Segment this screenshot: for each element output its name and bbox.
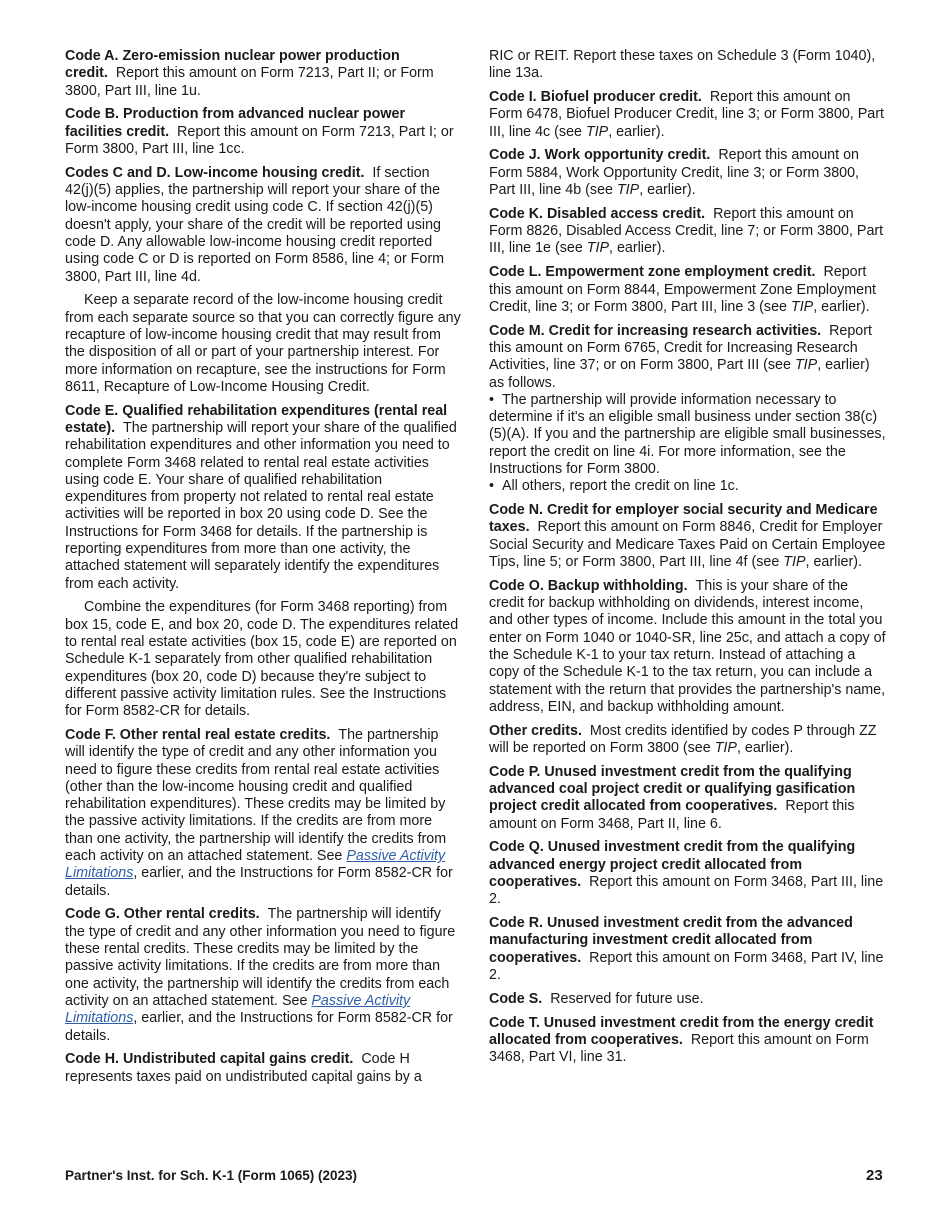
code-c-d-paragraph-2: Keep a separate record of the low-income housing credit from each separate source so that you can correctly figure any recapture of low-income housing credit that may result from the disposition of all or part of your partnership interest. For more information on recapture, see the instructions for Form 8611, Recapture of Low-Income Housing Credit. [65, 292, 461, 395]
code-l-section [489, 264, 886, 316]
code-k-heading: Code K. Disabled access credit. [489, 205, 706, 222]
passive-activity-limitations-link[interactable]: Passive Activity Limitations [65, 848, 446, 882]
code-t-section [489, 1015, 886, 1067]
code-b-section [65, 106, 461, 158]
code-t-heading: Code T. Unused investment credit from the energy credit allocated from cooperatives. [489, 1014, 874, 1048]
code-h-heading: Code H. Undistributed capital gains credit. [65, 1051, 354, 1068]
code-c-d-heading: Codes C and D. Low-income housing credit. [65, 164, 365, 181]
code-p-text: Report this amount on Form 3468, Part II, line 6. [489, 798, 855, 832]
code-e-heading: Code E. Qualified rehabilitation expenditures (rental real estate). [65, 402, 448, 436]
tip-reference: TIP [585, 123, 609, 140]
tip-reference: TIP [586, 240, 610, 257]
code-m-section [489, 323, 886, 496]
tip-reference: TIP [783, 554, 806, 571]
code-a-text: Report this amount on Form 7213, Part II; or Form 3800, Part III, line 1u. [65, 65, 434, 99]
code-i-text: Report this amount on Form 6478, Biofuel Producer Credit, line 3; or Form 3800, Part III, line 4c (see [489, 89, 884, 140]
code-j-text-after: , earlier). [639, 182, 696, 199]
code-h-text: Code H represents taxes paid on undistributed capital gains by a [65, 1051, 422, 1085]
footer-title: Partner's Inst. for Sch. K-1 (Form 1065) (2023) [65, 1168, 358, 1183]
code-m-heading: Code M. Credit for increasing research activities. [489, 322, 822, 339]
code-n-text-after: , earlier). [805, 554, 862, 571]
code-r-section [489, 915, 886, 984]
code-j-text: Report this amount on Form 5884, Work Opportunity Credit, line 3; or Form 3800, Part III, line 4b (see [489, 147, 860, 199]
code-m-text: Report this amount on Form 6765, Credit for Increasing Research Activities, line 37; or on Form 3800, Part III (see [489, 322, 872, 374]
other-credits-section [489, 723, 886, 758]
code-n-section [489, 502, 886, 571]
code-c-d-section [65, 165, 461, 286]
code-f-text-after: , earlier, and the Instructions for Form 8582-CR for details. [65, 865, 453, 899]
code-e-text: The partnership will report your share of the qualified rehabilitation expenditures and other information you need to complete Form 3468 related to rental real estate activities using code E. Your share of qualified rehabilitation expenditures from property not related to rental real estate activities will be reported in box 20 using code D. See the Instructions for Form 3468 for details. If the partnership is reporting expenditures from more than one activity, the attached statement will separately identify the expenditures from each activity. [65, 419, 457, 592]
other-credits-text: Most credits identified by codes P through ZZ will be reported on Form 3800 (see [489, 722, 877, 756]
code-f-heading: Code F. Other rental real estate credits. [65, 726, 331, 743]
code-c-d-text: If section 42(j)(5) applies, the partnership will report your share of the low-income housing credit using code C. If section 42(j)(5) doesn't apply, your share of the credit will be reported using code D. Any allowable low-income housing credit reported using code C or D is reported on Form 8586, line 4; or Form 3800, Part III, line 4d. [65, 164, 445, 285]
code-o-heading: Code O. Backup withholding. [489, 577, 688, 594]
code-b-text: Report this amount on Form 7213, Part I; or Form 3800, Part III, line 1cc. [65, 123, 454, 157]
code-o-text: This is your share of the credit for backup withholding on dividends, interest income, and other types of income. Include this amount in the total you enter on Form 1040 or 1040-SR, line 25c, and attach a copy of the Schedule K-1 to your tax return. Instead of attaching a copy of the Schedule K-1 to the tax return, you can include a statement with the return that provides the partnership's name, address, EIN, and backup withholding amount. [489, 577, 886, 715]
code-n-heading: Code N. Credit for employer social security and Medicare taxes. [489, 502, 878, 536]
code-p-section [489, 764, 886, 833]
code-j-section [489, 147, 886, 199]
code-s-heading: Code S. [489, 990, 543, 1007]
code-j-heading: Code J. Work opportunity credit. [489, 147, 711, 164]
code-k-text: Report this amount on Form 8826, Disabled Access Credit, line 7; or Form 3800, Part III, line 1e (see [489, 205, 884, 257]
code-s-section [489, 991, 886, 1008]
code-p-heading: Code P. Unused investment credit from the qualifying advanced coal project credit or qualifying gasification project credit allocated from cooperatives. [489, 763, 856, 815]
code-q-section [489, 839, 886, 908]
code-i-heading: Code I. Biofuel producer credit. [489, 89, 702, 106]
passive-activity-limitations-link[interactable]: Passive Activity Limitations [65, 992, 411, 1027]
code-s-text: Reserved for future use. [550, 990, 704, 1007]
code-m-bullet-1: • The partnership will provide information necessary to determine if it's an eligible small business under section 38(c)(5)(A). If you and the partnership are eligible small businesses, report the credit on line 4i. For more information, see the Instructions for Form 3800. [489, 392, 886, 478]
code-l-heading: Code L. Empowerment zone employment credit. [489, 264, 816, 281]
code-f-section [65, 727, 461, 900]
code-k-section [489, 206, 886, 258]
code-q-text: Report this amount on Form 3468, Part III, line 2. [489, 874, 884, 908]
code-g-text: The partnership will identify the type of credit and any other information you need to figure these rental credits. These credits may be limited by the passive activity limitations. If the credits are from more than one activity, the partnership will identify the credits from each activity on an attached statement. See [65, 906, 456, 1009]
code-g-heading: Code G. Other rental credits. [65, 906, 260, 923]
code-m-bullet-2: • All others, report the credit on line 1c. [489, 478, 886, 495]
code-b-heading: Code B. Production from advanced nuclear power facilities credit. [65, 106, 406, 140]
code-e-paragraph-2: Combine the expenditures (for Form 3468 reporting) from box 15, code E, and box 20, code D. The expenditures related to rental real estate activities (box 15, code E) are reported on Schedule K-1 separately from other qualified rehabilitation expenditures (box 20, code D) because they're subject to different passive activity limitation rules. See the Instructions for Form 8582-CR for details. [65, 599, 459, 720]
code-a-heading: Code A. Zero-emission nuclear power production credit. [65, 48, 400, 82]
other-credits-text-after: , earlier). [736, 739, 794, 756]
other-credits-heading: Other credits. [489, 722, 582, 739]
page-number: 23 [866, 1167, 883, 1184]
tip-reference: TIP [790, 298, 814, 315]
code-m-text-after: , earlier) as follows. [489, 357, 870, 391]
code-a-section [65, 48, 461, 100]
code-h-continued: RIC or REIT. Report these taxes on Schedule 3 (Form 1040), line 13a. [489, 48, 876, 82]
code-r-heading: Code R. Unused investment credit from the advanced manufacturing investment credit allocated from cooperatives. [489, 915, 853, 966]
tip-reference: TIP [714, 739, 737, 756]
code-q-heading: Code Q. Unused investment credit from the qualifying advanced energy project credit allocated from cooperatives. [489, 839, 856, 891]
code-l-text: Report this amount on Form 8844, Empowerment Zone Employment Credit, line 3; or Form 3800, Part III, line 3 (see [489, 264, 876, 315]
code-k-text-after: , earlier). [609, 240, 666, 257]
code-h-section [65, 1051, 461, 1086]
code-e-section [65, 403, 461, 593]
code-n-text: Report this amount on Form 8846, Credit for Employer Social Security and Medicare Taxes Paid on Certain Employee Tips, line 5; or Form 3800, Part III, line 4f (see [489, 519, 886, 571]
code-r-text: Report this amount on Form 3468, Part IV, line 2. [489, 949, 884, 984]
code-i-text-after: , earlier). [608, 123, 665, 140]
code-l-text-after: , earlier). [813, 298, 870, 315]
left-column [65, 48, 461, 1092]
code-g-text-after: , earlier, and the Instructions for Form 8582-CR for details. [65, 1010, 453, 1044]
code-f-text: The partnership will identify the type of credit and any other information you need to figure these credits from rental real estate activities (other than the low-income housing credit and qualified rehabilitation expenditures). These credits may be limited by the passive activity limitations. If the credits are from more than one activity, the partnership will identify the credits from each activity on an attached statement. See [65, 726, 447, 865]
right-column [489, 48, 886, 1073]
code-t-text: Report this amount on Form 3468, Part VI, line 31. [489, 1031, 869, 1066]
code-i-section [489, 89, 886, 141]
tip-reference: TIP [794, 357, 818, 374]
tip-reference: TIP [616, 182, 640, 199]
code-g-section [65, 906, 461, 1044]
code-o-section [489, 578, 886, 716]
